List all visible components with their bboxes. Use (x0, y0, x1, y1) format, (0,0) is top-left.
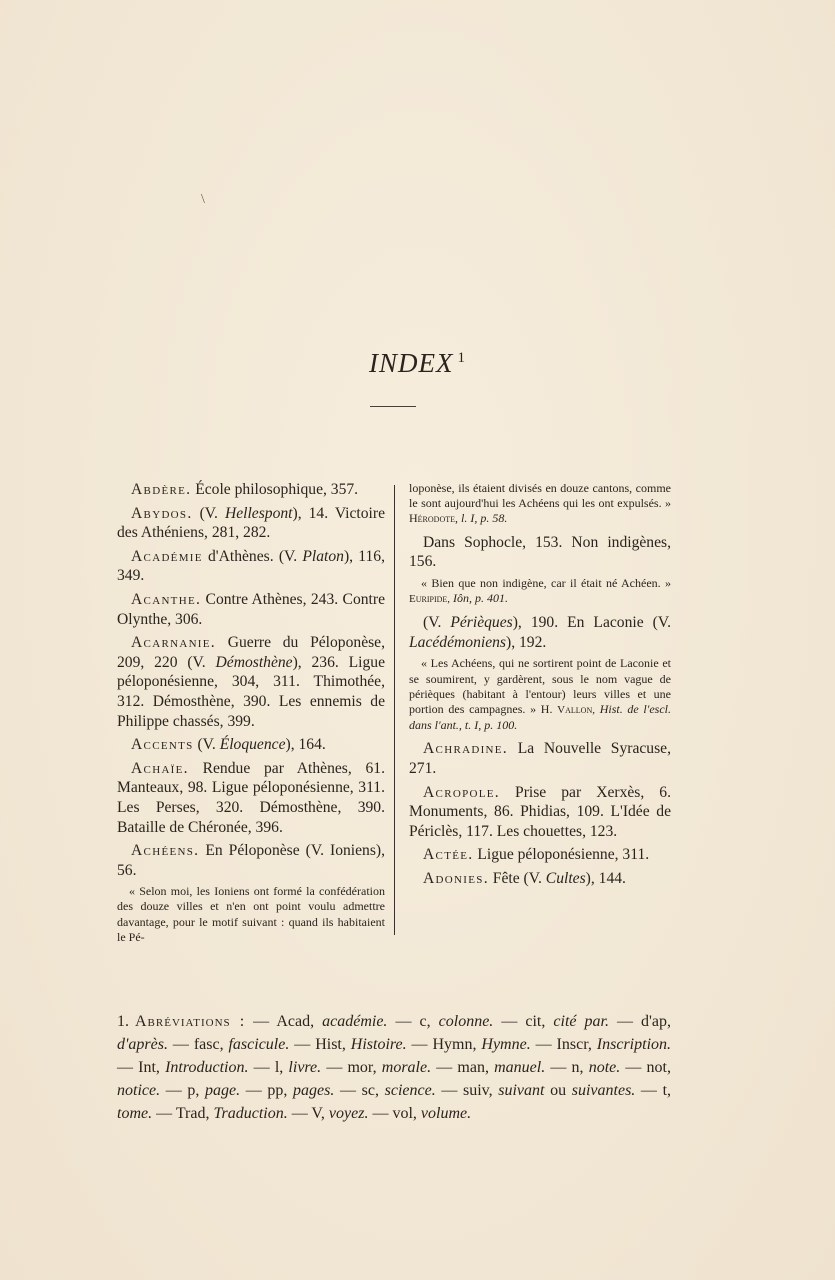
index-entry-abydos (117, 504, 385, 543)
footnote-label: Abréviations : (135, 1013, 246, 1030)
entry-text: ), 144. (585, 869, 626, 887)
entry-text: ), 164. (285, 736, 326, 754)
entry-ref: Lacédémoniens (409, 633, 507, 651)
footnote-number: 1. (117, 1013, 129, 1030)
abbreviation-meaning: Hymne. (481, 1036, 531, 1053)
abbreviation: ou (544, 1082, 572, 1099)
quote-ref: Hist. de l'escl. dans l'ant., t. I, p. 100. (409, 702, 671, 733)
quote-herodote: « Selon moi, les Ioniens ont formé la confédération des douze villes et n'en ont point voulu admettre davantage, pour le motif suivant : quand ils habitaient le Pé- (117, 884, 385, 944)
quote-herodote-continued (409, 481, 671, 527)
footnote-abbreviations (117, 1010, 671, 1125)
entry-text: Rendue par Athènes, 61. Manteaux, 98. Ligue péloponésienne, 311. Les Perses, 320. Démosthène, 390. Bataille de Chéronée, 396. (117, 759, 385, 836)
entry-text: Ligue péloponésienne, 311. (473, 846, 650, 864)
title-footnote-ref: 1 (457, 350, 466, 366)
abbreviation: — cit, (493, 1013, 554, 1030)
abbreviation: — vol, (368, 1105, 421, 1122)
abbreviation-meaning: volume. (420, 1105, 472, 1122)
entry-text: ), 14. Victoire des Athéniens, 281, 282. (117, 504, 385, 542)
abbreviation-meaning: note. (588, 1059, 621, 1076)
abbreviation-meaning: Histoire. (350, 1036, 407, 1053)
abbreviation: — t, (635, 1082, 672, 1099)
entry-head: Acropole. (423, 783, 500, 801)
index-entry-abdere (117, 480, 385, 500)
abbreviation: — Trad, (152, 1105, 214, 1122)
index-entry-accents (117, 735, 385, 755)
index-entry-actee (409, 845, 671, 865)
entry-ref: Périèques (450, 614, 513, 632)
quote-source: Euripide, (409, 593, 451, 605)
abbreviation-meaning: manuel. (494, 1059, 546, 1076)
abbreviation-meaning: pages. (293, 1082, 335, 1099)
entry-text: La Nouvelle Syracuse, 271. (409, 740, 671, 777)
abbreviation: — d'ap, (608, 1013, 672, 1030)
index-left-column (117, 480, 385, 951)
entry-text: Prise par Xerxès, 6. Monuments, 86. Phidias, 109. L'Idée de Périclès, 117. Les chouettes, 123. (409, 783, 671, 840)
quote-source: Hérodote, (409, 511, 458, 526)
entry-text: (V. (193, 736, 220, 754)
index-entry-adonies (409, 869, 671, 889)
abbreviation-meaning: page. (205, 1082, 241, 1099)
index-entry-acheens (117, 841, 385, 880)
entry-head: Acanthe. (131, 590, 202, 608)
index-entry-academie (117, 547, 385, 586)
abbreviation-meaning: colonne. (438, 1013, 494, 1030)
abbreviation: — Int, (117, 1059, 166, 1076)
abbreviation-meaning: Traduction. (213, 1105, 288, 1122)
entry-head: Adonies. (423, 869, 489, 887)
entry-head: Académie (131, 547, 203, 565)
index-entry-acanthe (117, 590, 385, 629)
column-divider (394, 485, 395, 935)
entry-ref: Démosthène (215, 653, 293, 671)
abbreviation: — V, (287, 1105, 329, 1122)
entry-text: ), 192. (506, 633, 547, 651)
entry-text: ), 236. Ligue péloponésienne, 304, 311. Thimothée, 312. Démosthène, 390. Les ennemis de Philippe chassés, 399. (117, 653, 385, 730)
abbreviation-meaning: notice. (117, 1082, 161, 1099)
entry-head: Acarnanie. (131, 634, 216, 652)
abbreviation: — pp, (240, 1082, 294, 1099)
entry-ref: Hellespont (224, 504, 293, 522)
abbreviation-meaning: Introduction. (165, 1059, 249, 1076)
abbreviation-meaning: d'après. (117, 1036, 168, 1053)
entry-text: Fête (V. (488, 869, 546, 887)
entry-text: ), 190. En Laconie (V. (512, 614, 671, 632)
index-entry-sophocle: Dans Sophocle, 153. Non indigènes, 156. (409, 533, 671, 571)
entry-head: Accents (131, 736, 194, 754)
quote-ref: l. I, p. 58. (458, 511, 508, 526)
entry-text: École philosophique, 357. (191, 481, 359, 498)
abbreviation-meaning: fascicule. (228, 1036, 290, 1053)
quote-ref: Iôn, p. 401. (450, 591, 509, 605)
abbreviation: — suiv, (435, 1082, 499, 1099)
abbreviation: — Inscr, (530, 1036, 597, 1053)
quote-text: « Les Achéens, qui ne sortirent point de Laconie et se soumirent, y gardèrent, sous le nom vague de périèques (habitant à l'entour) leurs villes et une portion des campagnes. » H. (409, 656, 671, 716)
abbreviation: — Acad, (245, 1013, 323, 1030)
entry-text: ), 116, 349. (117, 547, 386, 585)
entry-head: Achaïe. (131, 759, 189, 777)
page-title (0, 348, 835, 379)
abbreviation-meaning: Inscription. (596, 1036, 672, 1053)
abbreviation: — not, (620, 1059, 671, 1076)
index-entry-achradine (409, 739, 671, 778)
abbreviation-meaning: tome. (117, 1105, 153, 1122)
abbreviation: — sc, (334, 1082, 385, 1099)
abbreviation: — l, (248, 1059, 289, 1076)
abbreviation: — c, (387, 1013, 439, 1030)
abbreviation: — p, (160, 1082, 206, 1099)
entry-text: Guerre du Péloponèse, 209, 220 (V. (117, 634, 385, 671)
abbreviation-meaning: science. (384, 1082, 436, 1099)
entry-ref: Cultes (545, 869, 586, 887)
index-entry-acropole (409, 783, 671, 842)
abbreviation-meaning: suivant (498, 1082, 545, 1099)
title-rule (370, 406, 416, 407)
title-text: INDEX (369, 348, 454, 378)
entry-text: (V. (423, 614, 451, 632)
entry-head: Abydos. (131, 504, 193, 522)
entry-head: Achradine. (423, 740, 508, 758)
abbreviation: — Hist, (289, 1036, 351, 1053)
abbreviation-meaning: cité par. (553, 1013, 609, 1030)
abbreviation-meaning: académie. (322, 1013, 388, 1030)
entry-head: Abdère. (131, 481, 192, 498)
abbreviation: — mor, (321, 1059, 382, 1076)
entry-ref: Éloquence (219, 736, 286, 754)
entry-head: Actée. (423, 846, 474, 864)
entry-head: Achéens. (131, 842, 200, 860)
index-entry-acarnanie (117, 633, 385, 731)
abbreviation: — fasc, (167, 1036, 229, 1053)
index-entry-perieques (409, 613, 671, 652)
abbreviation-meaning: livre. (288, 1059, 322, 1076)
index-entry-achaie (117, 759, 385, 837)
entry-text: (V. (192, 504, 225, 522)
abbreviation: — man, (431, 1059, 495, 1076)
quote-text: « Bien que non indigène, car il était né Achéen. » (421, 575, 671, 590)
entry-text: En Péloponèse (V. Ioniens), 56. (117, 842, 385, 879)
entry-text: d'Athènes. (V. (202, 547, 303, 565)
abbreviation-meaning: voyez. (328, 1105, 369, 1122)
entry-text: Contre Athènes, 243. Contre Olynthe, 306. (117, 590, 385, 628)
abbreviation-meaning: morale. (381, 1059, 432, 1076)
quote-text: loponèse, ils étaient divisés en douze cantons, comme le sont aujourd'hui les Achéens qui les ont expulsés. » (409, 481, 671, 511)
abbreviation-meaning: suivantes. (571, 1082, 636, 1099)
abbreviation: — n, (545, 1059, 589, 1076)
index-right-column (409, 481, 671, 893)
quote-euripide (409, 576, 671, 607)
abbreviation: — Hymn, (406, 1036, 482, 1053)
stray-mark: \ (201, 192, 205, 207)
quote-vallon (409, 656, 671, 733)
quote-source: Vallon, (557, 704, 595, 716)
entry-ref: Platon (302, 547, 344, 565)
